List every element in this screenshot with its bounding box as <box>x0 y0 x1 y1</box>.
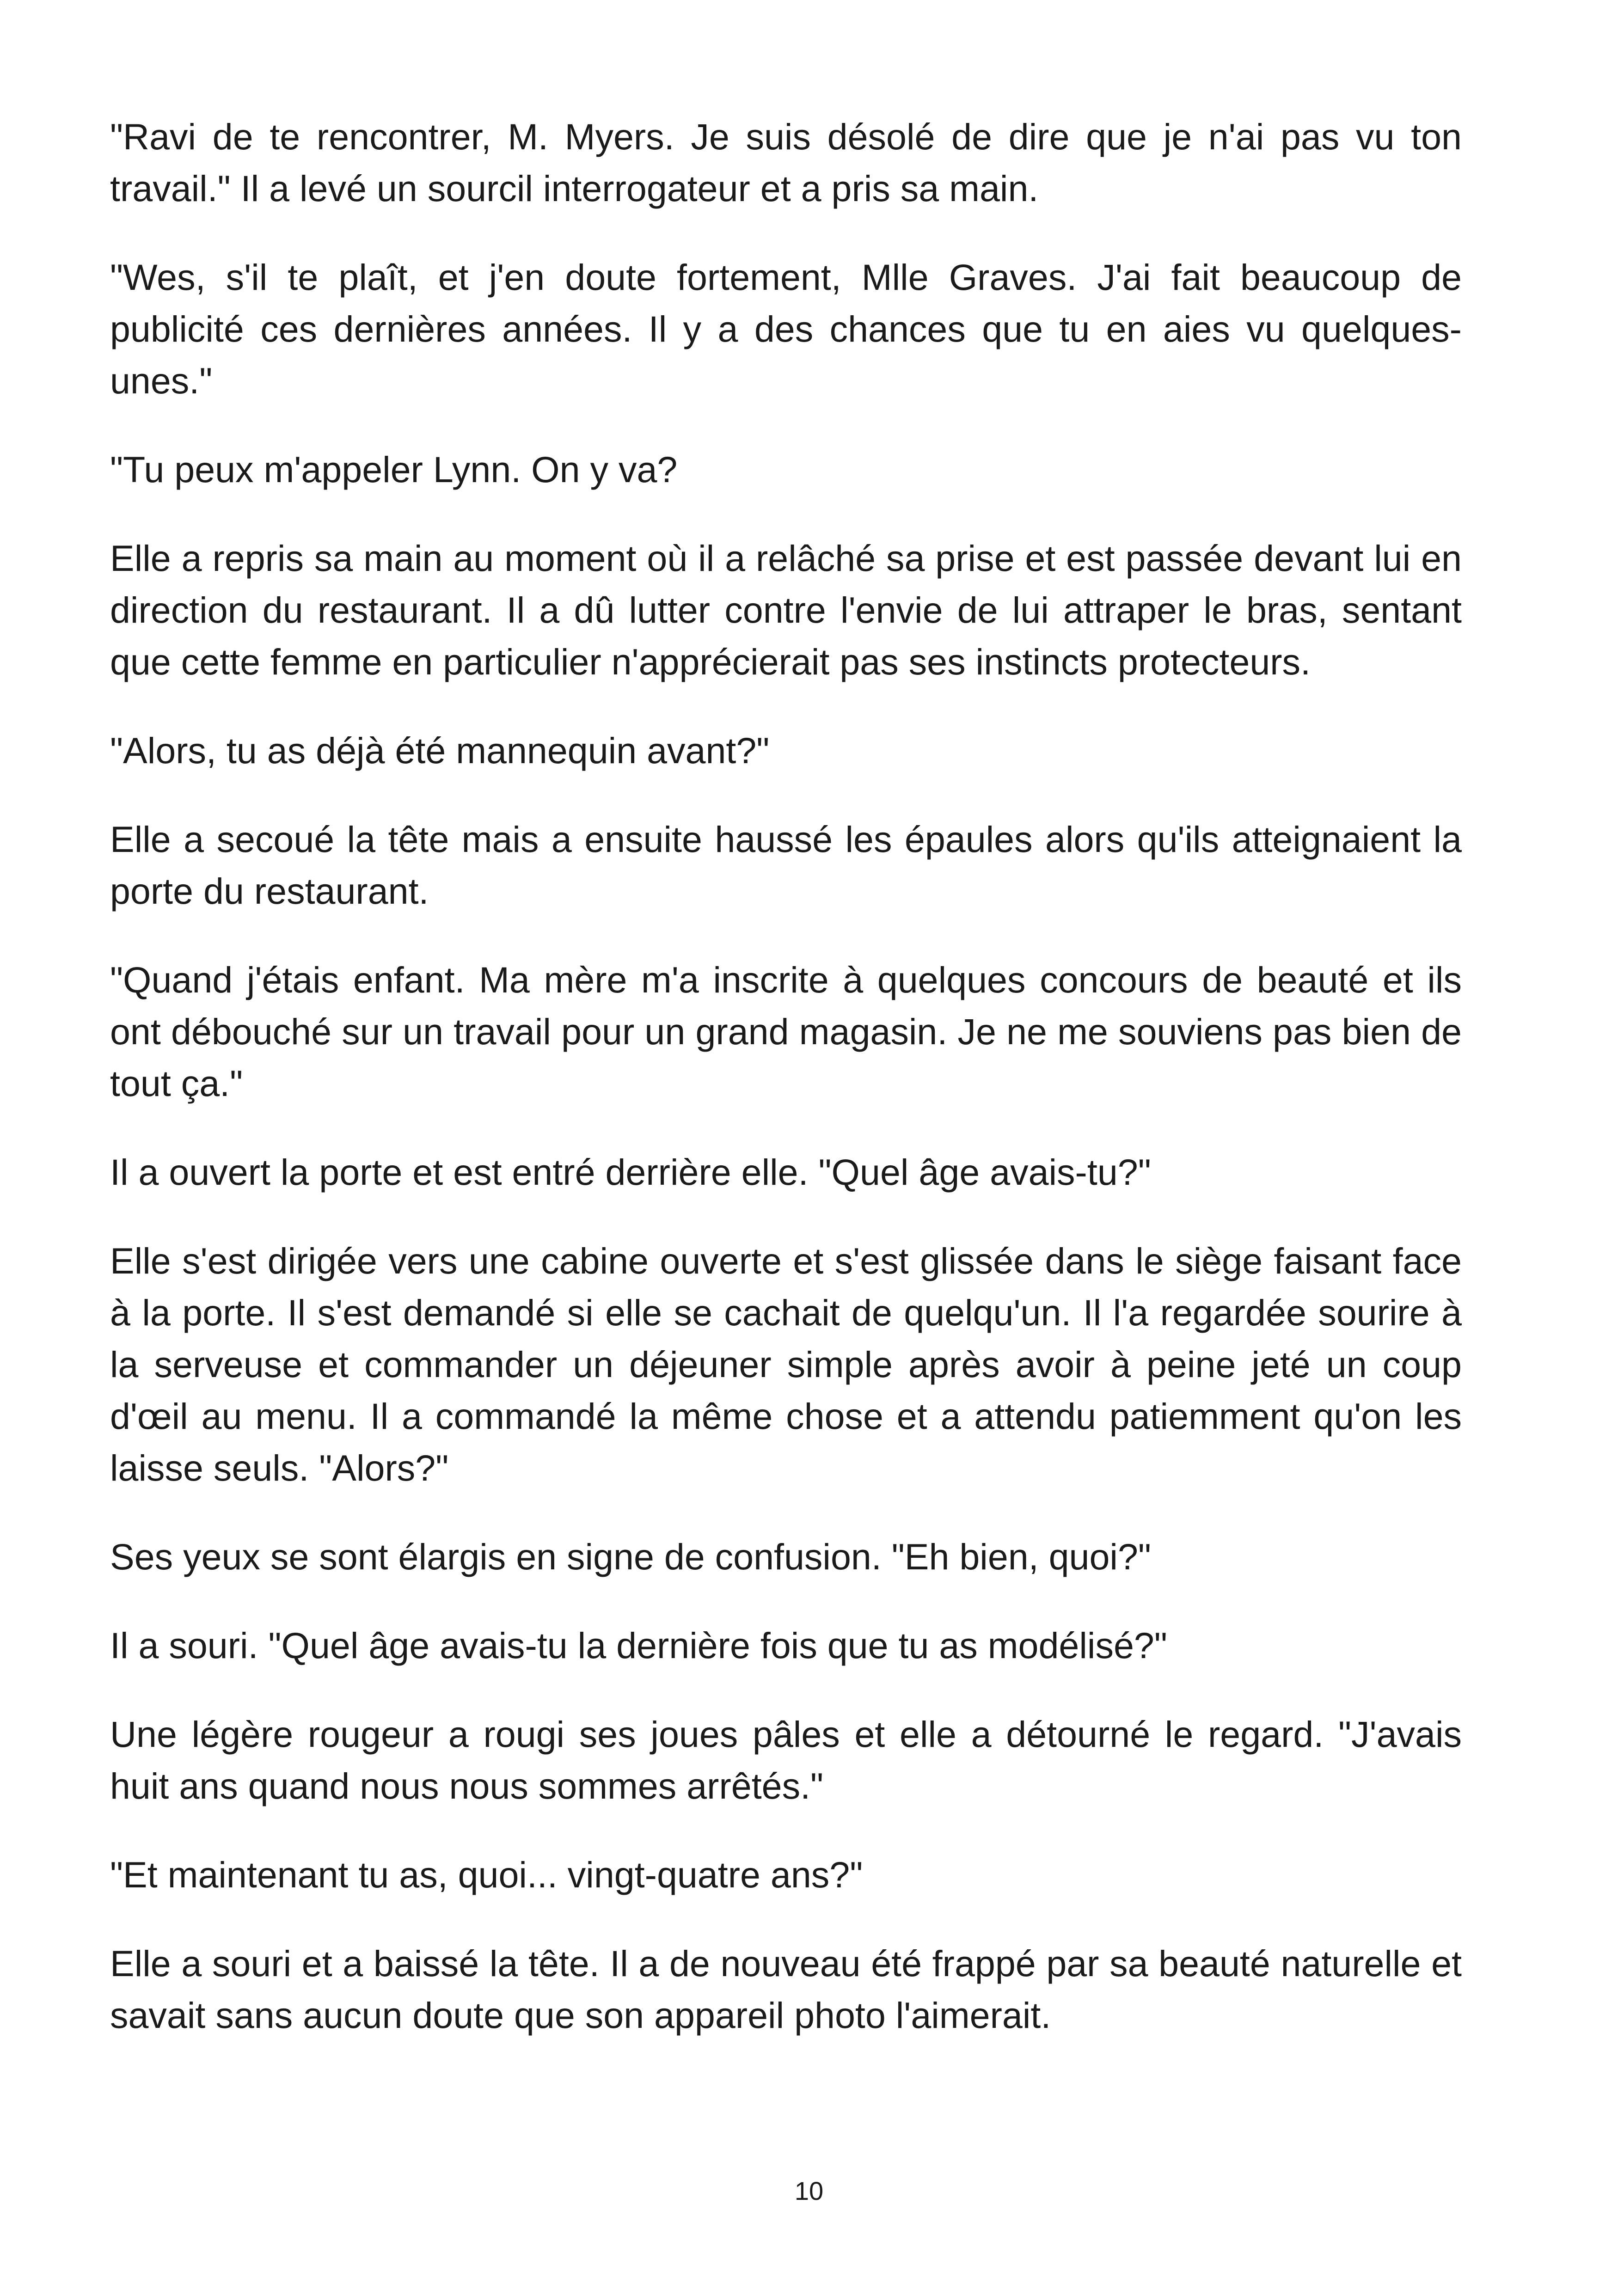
paragraph: Ses yeux se sont élargis en signe de confusion. "Eh bien, quoi?" <box>110 1536 1151 1577</box>
paragraph: "Ravi de te rencontrer, M. Myers. Je suis désolé de dire que je n'ai pas vu ton travail." Il a levé un sourcil interrogateur et a pris sa main. <box>110 116 1462 209</box>
paragraph: "Tu peux m'appeler Lynn. On y va? <box>110 449 678 490</box>
paragraph: Elle a secoué la tête mais a ensuite haussé les épaules alors qu'ils atteignaient la porte du restaurant. <box>110 819 1462 912</box>
paragraph: "Quand j'étais enfant. Ma mère m'a inscrite à quelques concours de beauté et ils ont débouché sur un travail pour un grand magasin. Je ne me souviens pas bien de tout ça." <box>110 959 1462 1104</box>
body-text <box>110 111 1462 2078</box>
paragraph: Elle s'est dirigée vers une cabine ouverte et s'est glissée dans le siège faisant face à la porte. Il s'est demandé si elle se cachait de quelqu'un. Il l'a regardée sourire à la serveuse et commander un déjeuner simple après avoir à peine jeté un coup d'œil au menu. Il a commandé la même chose et a attendu patiemment qu'on les laisse seuls. "Alors?" <box>110 1240 1462 1488</box>
paragraph: "Et maintenant tu as, quoi... vingt-quatre ans?" <box>110 1854 863 1895</box>
paragraph: Il a souri. "Quel âge avais-tu la dernière fois que tu as modélisé?" <box>110 1625 1167 1666</box>
paragraph: Une légère rougeur a rougi ses joues pâles et elle a détourné le regard. "J'avais huit ans quand nous nous sommes arrêtés." <box>110 1714 1462 1806</box>
page-number: 10 <box>794 2176 824 2205</box>
paragraph: Elle a souri et a baissé la tête. Il a de nouveau été frappé par sa beauté naturelle et savait sans aucun doute que son appareil photo l'aimerait. <box>110 1943 1462 2036</box>
paragraph: Il a ouvert la porte et est entré derrière elle. "Quel âge avais-tu?" <box>110 1151 1151 1193</box>
paragraph: Elle a repris sa main au moment où il a relâché sa prise et est passée devant lui en direction du restaurant. Il a dû lutter contre l'envie de lui attraper le bras, sentant que cette femme en particulier n'apprécierait pas ses instincts protecteurs. <box>110 538 1462 682</box>
paragraph: "Alors, tu as déjà été mannequin avant?" <box>110 730 770 771</box>
paragraph: "Wes, s'il te plaît, et j'en doute fortement, Mlle Graves. J'ai fait beaucoup de publicité ces dernières années. Il y a des chances que tu en aies vu quelques-unes." <box>110 257 1462 401</box>
